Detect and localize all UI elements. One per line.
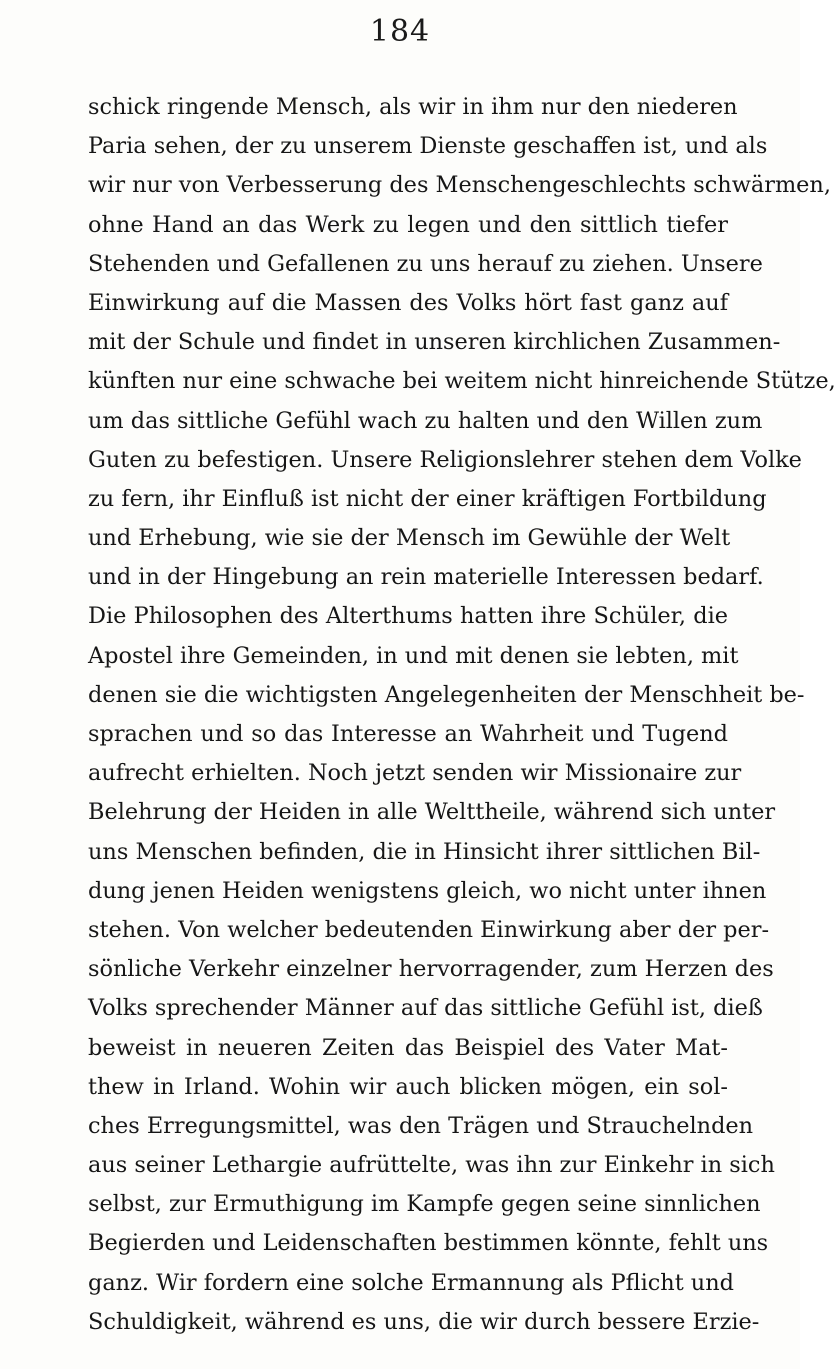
text-line: künften nur eine schwache bei weitem nicht hinreichende Stütze, xyxy=(88,368,836,395)
text-line: Einwirkung auf die Massen des Volks hört fast ganz auf xyxy=(88,289,728,316)
text-line: mit der Schule und findet in unseren kirchlichen Zusammen- xyxy=(88,329,781,356)
text-line: Apostel ihre Gemeinden, in und mit denen sie lebten, mit xyxy=(88,642,739,669)
text-line: aufrecht erhielten. Noch jetzt senden wir Missionaire zur xyxy=(88,760,742,787)
text-line: sönliche Verkehr einzelner hervorragender, zum Herzen des xyxy=(88,956,774,983)
body-text xyxy=(88,88,836,1342)
text-line: Schuldigkeit, während es uns, die wir durch bessere Erzie- xyxy=(88,1308,760,1335)
text-line: Begierden und Leidenschaften bestimmen könnte, fehlt uns xyxy=(88,1230,769,1257)
text-line: sprachen und so das Interesse an Wahrheit und Tugend xyxy=(88,721,728,747)
text-line: Stehenden und Gefallenen zu uns herauf zu ziehen. Unsere xyxy=(88,250,763,277)
text-line: Belehrung der Heiden in alle Welttheile, während sich unter xyxy=(88,799,776,826)
text-line: schick ringende Mensch, als wir in ihm nur den niederen xyxy=(88,94,738,120)
text-line: wir nur von Verbesserung des Menschengeschlechts schwärmen, xyxy=(88,172,831,199)
text-line: denen sie die wichtigsten Angelegenheiten der Menschheit be- xyxy=(88,681,805,708)
text-line: um das sittliche Gefühl wach zu halten und den Willen zum xyxy=(88,407,763,434)
text-line: thew in Irland. Wohin wir auch blicken mögen, ein sol- xyxy=(88,1073,728,1100)
text-line: und in der Hingebung an rein materielle Interessen bedarf. xyxy=(88,564,764,591)
text-line: uns Menschen befinden, die in Hinsicht ihrer sittlichen Bil- xyxy=(88,838,761,865)
page-number: 184 xyxy=(369,14,431,49)
text-line: ganz. Wir fordern eine solche Ermannung als Pflicht und xyxy=(88,1269,734,1296)
text-line: beweist in neueren Zeiten das Beispiel des Vater Mat- xyxy=(88,1034,728,1061)
text-line: zu fern, ihr Einfluß ist nicht der einer kräftigen Fortbildung xyxy=(88,485,767,512)
text-line: Volks sprechender Männer auf das sittliche Gefühl ist, dieß xyxy=(88,995,763,1022)
text-line: selbst, zur Ermuthigung im Kampfe gegen seine sinnlichen xyxy=(88,1191,761,1218)
text-line: aus seiner Lethargie aufrüttelte, was ihn zur Einkehr in sich xyxy=(88,1152,775,1179)
text-line: dung jenen Heiden wenigstens gleich, wo nicht unter ihnen xyxy=(88,877,767,904)
text-line: Paria sehen, der zu unserem Dienste geschaffen ist, und als xyxy=(88,133,768,160)
text-line: ohne Hand an das Werk zu legen und den sittlich tiefer xyxy=(88,211,728,238)
text-line: ches Erregungsmittel, was den Trägen und Strauchelnden xyxy=(88,1112,754,1139)
text-line: stehen. Von welcher bedeutenden Einwirkung aber der per- xyxy=(88,916,770,943)
text-line: und Erhebung, wie sie der Mensch im Gewühle der Welt xyxy=(88,525,731,552)
text-line: Guten zu befestigen. Unsere Religionslehrer stehen dem Volke xyxy=(88,446,802,473)
text-line: Die Philosophen des Alterthums hatten ihre Schüler, die xyxy=(88,603,728,630)
